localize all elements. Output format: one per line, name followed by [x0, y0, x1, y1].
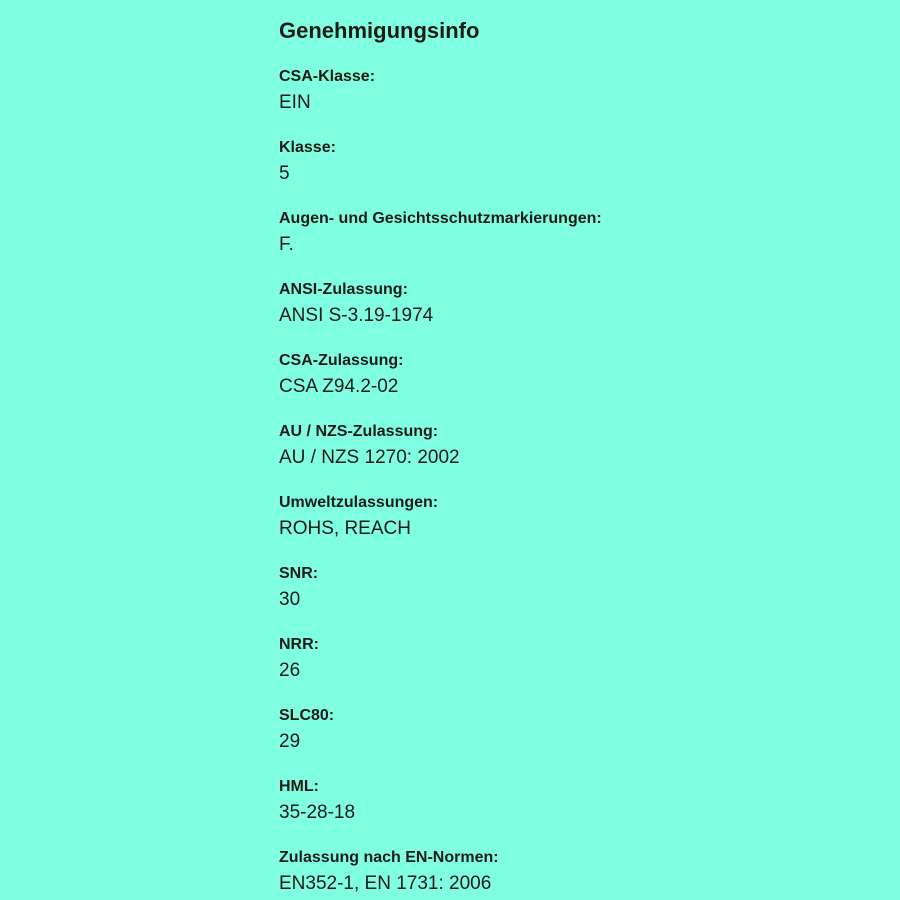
spec-list — [279, 66, 602, 900]
spec-value: 30 — [279, 589, 301, 610]
spec-value: ANSI S-3.19-1974 — [279, 305, 434, 326]
spec-item-snr — [279, 563, 602, 634]
spec-value: 5 — [279, 163, 290, 184]
spec-label: NRR: — [279, 636, 319, 653]
spec-item-slc80 — [279, 705, 602, 776]
spec-item-en-standards — [279, 847, 602, 900]
spec-label: Klasse: — [279, 139, 336, 156]
spec-label: ANSI-Zulassung: — [279, 281, 408, 298]
spec-item-csa-approval — [279, 350, 602, 421]
spec-label: HML: — [279, 778, 319, 795]
spec-label: AU / NZS-Zulassung: — [279, 423, 439, 440]
spec-item-eye-face-markings — [279, 208, 602, 279]
spec-value: 26 — [279, 660, 301, 681]
spec-item-class — [279, 137, 602, 208]
spec-value: EN352-1, EN 1731: 2006 — [279, 873, 492, 894]
spec-value: CSA Z94.2-02 — [279, 376, 399, 397]
spec-item-au-nzs-approval — [279, 421, 602, 492]
spec-value: F. — [279, 234, 294, 255]
spec-label: Zulassung nach EN-Normen: — [279, 849, 499, 866]
spec-item-ansi-approval — [279, 279, 602, 350]
spec-label: SLC80: — [279, 707, 335, 724]
spec-label: CSA-Klasse: — [279, 68, 376, 85]
spec-value: AU / NZS 1270: 2002 — [279, 447, 460, 468]
spec-label: Umweltzulassungen: — [279, 494, 439, 511]
spec-label: Augen- und Gesichtsschutzmarkierungen: — [279, 210, 602, 227]
section-title: Genehmigungsinfo — [279, 18, 480, 43]
spec-value: ROHS, REACH — [279, 518, 411, 539]
spec-item-hml — [279, 776, 602, 847]
spec-label: SNR: — [279, 565, 319, 582]
spec-item-nrr — [279, 634, 602, 705]
spec-item-environmental-approvals — [279, 492, 602, 563]
spec-value: 35-28-18 — [279, 802, 356, 823]
spec-item-csa-class — [279, 66, 602, 137]
spec-value: EIN — [279, 92, 311, 113]
spec-value: 29 — [279, 731, 301, 752]
spec-label: CSA-Zulassung: — [279, 352, 404, 369]
